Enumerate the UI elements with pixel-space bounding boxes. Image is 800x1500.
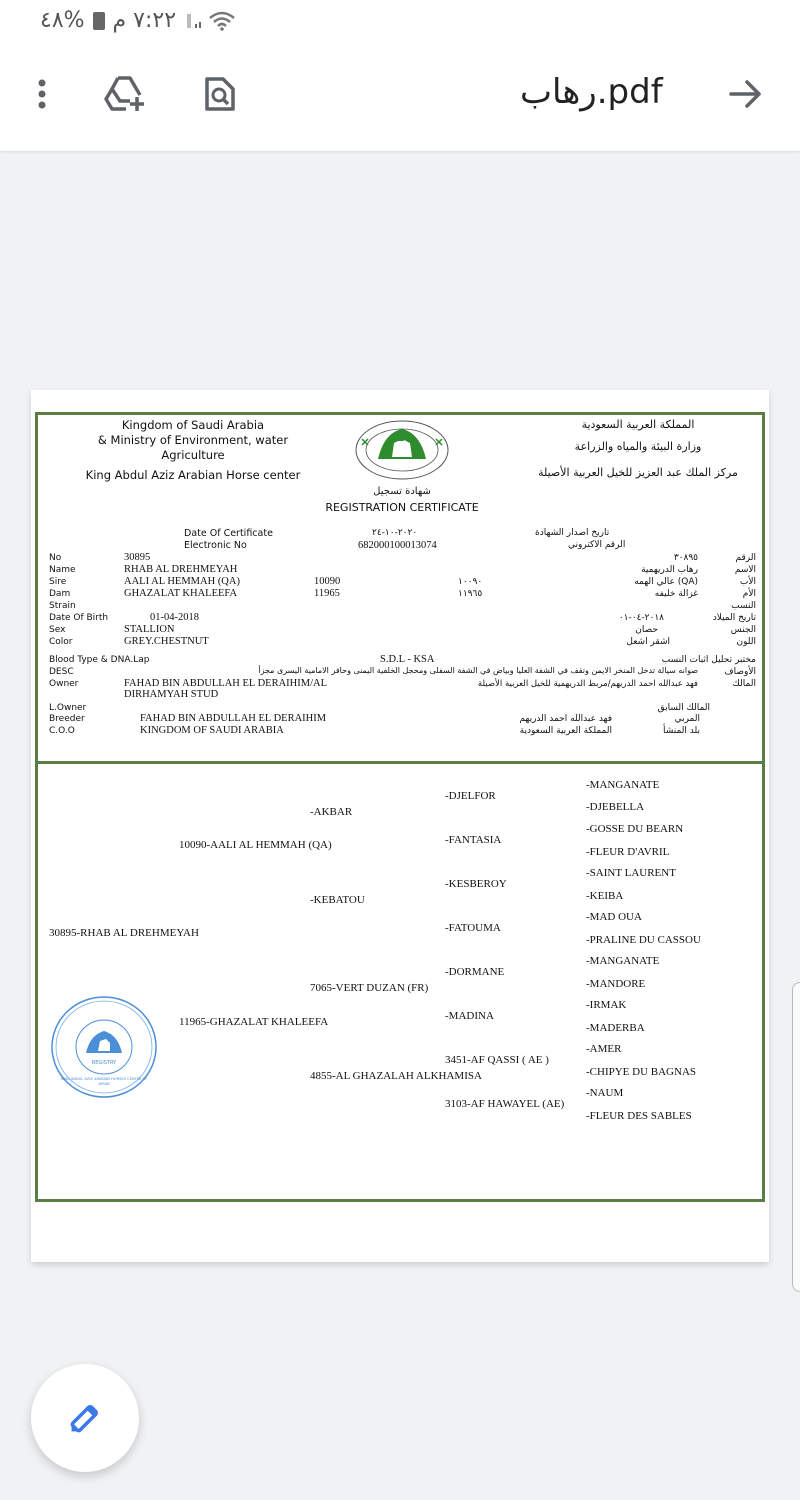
sex-value: STALLION (124, 624, 175, 635)
date-of-certificate-label: Date Of Certificate (184, 528, 273, 539)
lowner-label: L.Owner (49, 703, 87, 713)
breeder-value: FAHAD BIN ABDULLAH EL DERAIHIM (140, 713, 327, 724)
pedigree-dam: 11965-GHAZALAT KHALEEFA (179, 1016, 329, 1028)
header-en-line2: & Ministry of Environment, water (97, 433, 289, 447)
scroll-handle[interactable] (792, 982, 800, 1292)
pedigree-gen4: -PRALINE DU CASSOU (586, 934, 701, 946)
pedigree-gen4: -MANDORE (586, 978, 646, 990)
pedigree-gen4: -SAINT LAURENT (586, 867, 676, 879)
name-label: Name (49, 565, 76, 575)
color-value-ar: اشقر اشعل (626, 637, 670, 647)
desc-label: DESC (49, 667, 74, 677)
dam-label: Dam (49, 589, 71, 599)
name-label-ar: الاسم (734, 565, 756, 575)
no-value: 30895 (124, 552, 151, 563)
date-of-certificate-value: ٢٠٢٠-١٠-٢٤ (372, 528, 418, 538)
find-in-file-button[interactable] (196, 70, 244, 118)
pedigree-gen3: -DJELFOR (445, 790, 496, 802)
header-en-line1: Kingdom of Saudi Arabia (121, 418, 265, 432)
clock: ٧:٢٢ م (112, 8, 177, 33)
sex-label: Sex (49, 625, 66, 635)
blood-type-value: S.D.L - KSA (380, 654, 435, 665)
breeder-value-ar: فهد عبدالله احمد الدريهم (519, 714, 612, 724)
battery-percent: %٤٨ (40, 8, 85, 33)
header-ar-line2: وزارة البيئة والمياه والزراعة (574, 440, 702, 453)
pedigree-gen3: 3103-AF HAWAYEL (AE) (445, 1098, 565, 1110)
pedigree-gen4: -GOSSE DU BEARN (586, 823, 684, 835)
header-ar-line3: مركز الملك عبد العزيز للخيل العربية الأصيلة (538, 466, 738, 479)
find-in-file-icon (203, 75, 237, 113)
pedigree-gen4: -FLEUR DES SABLES (586, 1110, 692, 1122)
pedigree-gen4: -IRMAK (586, 999, 627, 1011)
sire-value-ar: (QA) عالي الهمه (634, 577, 698, 587)
color-label-ar: اللون (736, 637, 756, 647)
pedigree-gen4: -MADERBA (586, 1022, 645, 1034)
stamp-ring-text: KING ABDUL AZIZ ARABIAN HORSES CENTER AT DIRAB (60, 1077, 148, 1086)
no-label: No (49, 553, 62, 563)
owner-value-line1: FAHAD BIN ABDULLAH EL DERAIHIM/AL (124, 678, 327, 689)
pedigree-gen3: 3451-AF QASSI ( AE ) (445, 1054, 549, 1066)
pedigree-gen4: -NAUM (586, 1087, 624, 1099)
lowner-label-ar: المالك السابق (657, 703, 710, 713)
coo-value: KINGDOM OF SAUDI ARABIA (140, 725, 284, 736)
title-en: REGISTRATION CERTIFICATE (325, 501, 479, 514)
electronic-no-label: Electronic No (184, 540, 247, 551)
sire-reg-ar: ١٠٠٩٠ (458, 577, 483, 587)
pedigree-gen4: -FLEUR D'AVRIL (586, 846, 670, 858)
wifi-icon (208, 10, 236, 32)
edit-button[interactable] (31, 1364, 139, 1472)
dam-label-ar: الأم (742, 589, 756, 599)
pedigree-gen3: -FATOUMA (445, 922, 501, 934)
pedigree-gen3: -KESBEROY (445, 878, 507, 890)
stamp-center-text: REGISTRY (91, 1060, 117, 1066)
dam-value: GHAZALAT KHALEEFA (124, 588, 238, 599)
sire-label-ar: الأب (739, 577, 756, 587)
arrow-forward-icon (729, 79, 763, 109)
blood-type-label-ar: مختبر تحليل اثبات النسب (661, 655, 756, 665)
sire-value: AALI AL HEMMAH (QA) (124, 576, 240, 587)
pedigree-gen4: -MANGANATE (586, 955, 660, 967)
pedigree-gen3: -DORMANE (445, 966, 505, 978)
sire-reg: 10090 (314, 576, 341, 587)
more-vert-icon (37, 79, 47, 109)
no-value-ar: ٣٠٨٩٥ (673, 553, 698, 563)
section-divider (38, 761, 762, 764)
more-options-button[interactable] (18, 70, 66, 118)
name-value-ar: رهاب الدريهمية (641, 565, 698, 575)
pedigree-gen3: -FANTASIA (445, 834, 502, 846)
sire-label: Sire (49, 577, 67, 587)
owner-label: Owner (49, 679, 79, 689)
pedigree-gen2: -KEBATOU (310, 894, 365, 906)
document-title: رهاب.pdf (520, 72, 663, 112)
pedigree-subject: 30895-RHAB AL DREHMEYAH (49, 927, 199, 939)
add-to-drive-icon (104, 75, 148, 113)
pedigree-sire: 10090-AALI AL HEMMAH (QA) (179, 839, 332, 851)
status-time-battery (40, 8, 176, 33)
desc-label-ar: الأوصاف (724, 667, 756, 677)
app-toolbar (0, 44, 800, 152)
breeder-label-ar: المربي (674, 714, 700, 724)
color-value: GREY.CHESTNUT (124, 636, 209, 647)
header-en-line3: Agriculture (161, 448, 225, 462)
name-value: RHAB AL DREHMEYAH (124, 564, 238, 575)
pdf-page[interactable] (31, 390, 769, 1262)
status-bar (0, 0, 800, 44)
pedigree-gen4: -DJEBELLA (586, 801, 645, 813)
blood-type-label: Blood Type & DNA.Lap (49, 655, 150, 665)
breeder-label: Breeder (49, 714, 85, 724)
dob-label-ar: تاريخ الميلاد (712, 613, 756, 623)
dam-reg: 11965 (314, 588, 340, 599)
sex-value-ar: حصان (635, 625, 658, 635)
desc-value-ar: صوانه سيالة تدخل المنخر الايمن وتقف في الشفة العليا وبياض في الشفة السفلى ومحجل الخلفية اليمنى وحافر الامامية اليسرى مجزأ (258, 666, 698, 675)
electronic-no-value: 682000100013074 (358, 540, 437, 551)
registry-stamp (50, 995, 158, 1099)
pedigree-gen2: 4855-AL GHAZALAH ALKHAMISA (310, 1070, 482, 1082)
pedigree-gen4: -AMER (586, 1043, 622, 1055)
pedigree-gen4: -MANGANATE (586, 779, 660, 791)
header-ar-line1: المملكة العربية السعودية (581, 418, 695, 431)
battery-charging-icon (93, 12, 105, 30)
dam-value-ar: غزالة خليفه (654, 589, 698, 599)
pedigree-gen2: -AKBAR (310, 806, 353, 818)
pedigree-gen3: -MADINA (445, 1010, 494, 1022)
date-of-certificate-label-ar: تاريخ اصدار الشهادة (535, 528, 610, 538)
owner-value-line2: DIRHAMYAH STUD (124, 689, 219, 700)
pedigree-gen2: 7065-VERT DUZAN (FR) (310, 982, 429, 994)
color-label: Color (49, 637, 73, 647)
add-to-drive-button[interactable] (102, 70, 150, 118)
dob-value-ar: ٢٠١٨-٠٤-٠١ (618, 613, 664, 623)
edit-pencil-icon (65, 1398, 105, 1438)
dob-value: 01-04-2018 (150, 612, 199, 623)
title-ar: شهادة تسجيل (373, 486, 431, 497)
strain-label-ar: النسب (731, 601, 756, 611)
certificate-frame (35, 412, 765, 1202)
no-label-ar: الرقم (735, 553, 756, 563)
pedigree-gen4: -MAD OUA (586, 911, 642, 923)
signal-icon (186, 12, 202, 30)
ministry-logo-icon (354, 419, 450, 481)
strain-label: Strain (49, 601, 76, 611)
electronic-no-label-ar: الرقم الاكتروني (568, 540, 626, 550)
coo-label: C.O.O (49, 726, 75, 736)
sex-label-ar: الجنس (730, 625, 756, 635)
header-en-line4: King Abdul Aziz Arabian Horse center (85, 468, 301, 482)
coo-value-ar: المملكة العربية السعودية (519, 726, 612, 736)
coo-label-ar: بلد المنشأ (662, 726, 700, 736)
owner-value-ar: فهد عبدالله احمد الدريهم/مربط الدريهمية للخيل العربية الأصيلة (477, 679, 698, 689)
pedigree-gen4: -KEIBA (586, 890, 624, 902)
owner-label-ar: المالك (732, 679, 756, 689)
pedigree-gen4: -CHIPYE DU BAGNAS (586, 1066, 697, 1078)
dob-label: Date Of Birth (49, 613, 109, 623)
dam-reg-ar: ١١٩٦٥ (458, 589, 483, 599)
back-button[interactable] (722, 70, 770, 118)
